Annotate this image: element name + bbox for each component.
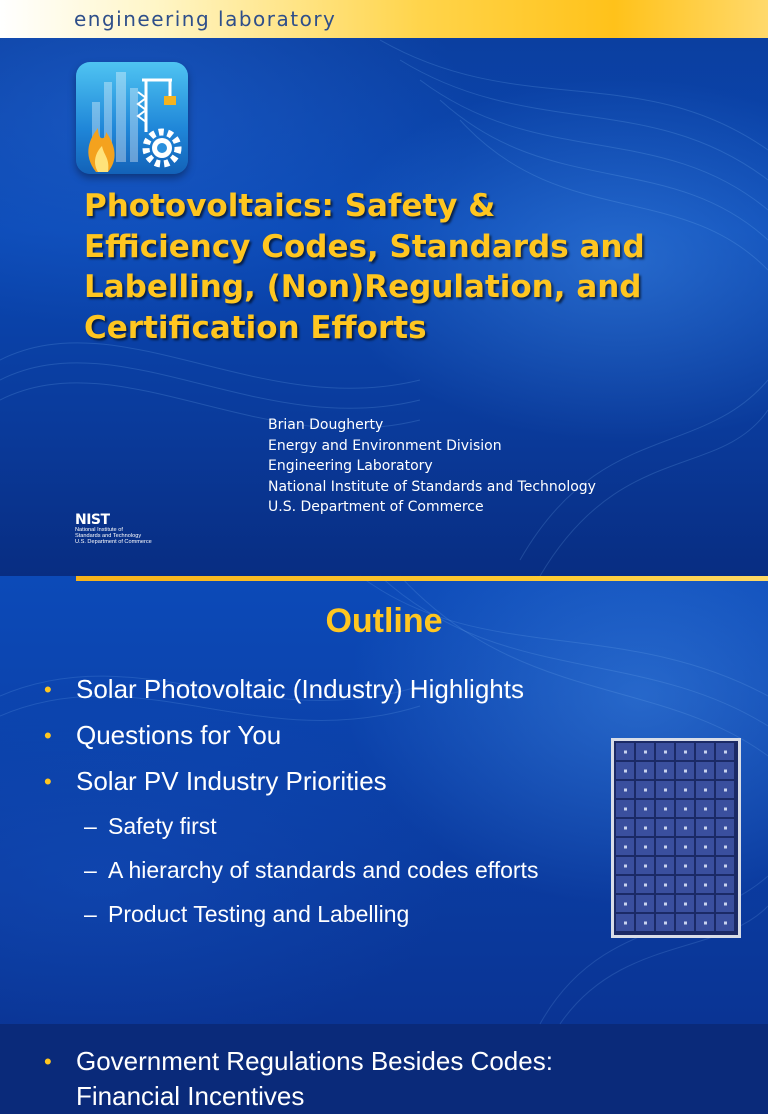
- solar-cell-contact: [704, 865, 707, 868]
- title-line: Certification Efforts: [84, 309, 427, 346]
- solar-cell-contact: [664, 903, 667, 906]
- solar-cell-contact: [624, 789, 627, 792]
- author-division: Energy and Environment Division: [268, 437, 502, 454]
- solar-cell-contact: [684, 789, 687, 792]
- solar-cell-contact: [684, 903, 687, 906]
- solar-cell-contact: [664, 846, 667, 849]
- solar-cell-contact: [644, 808, 647, 811]
- solar-cell-contact: [724, 770, 727, 773]
- solar-panel-icon: [611, 738, 741, 938]
- title-line: Labelling, (Non)Regulation, and: [84, 269, 642, 305]
- top-banner: [0, 0, 768, 38]
- solar-cell-contact: [684, 865, 687, 868]
- solar-cell-contact: [624, 808, 627, 811]
- solar-cell-contact: [724, 846, 727, 849]
- author-block: [268, 415, 728, 518]
- author-name: Brian Dougherty: [268, 417, 384, 433]
- solar-cell-contact: [664, 808, 667, 811]
- solar-cell-contact: [724, 865, 727, 868]
- list-item-line: Financial Incentives: [76, 1081, 305, 1111]
- solar-cell-contact: [704, 808, 707, 811]
- solar-cell-contact: [644, 846, 647, 849]
- solar-cell-contact: [664, 827, 667, 830]
- engineering-lab-logo-icon: [76, 62, 188, 174]
- solar-cell-contact: [684, 884, 687, 887]
- list-item: • Solar Photovoltaic (Industry) Highlights: [44, 674, 644, 705]
- sub-list-item: – Safety first: [44, 812, 644, 840]
- solar-cell-contact: [644, 751, 647, 754]
- author-institute: National Institute of Standards and Technology: [268, 478, 596, 495]
- title-line: Efficiency Codes, Standards and: [84, 228, 645, 265]
- solar-cell-contact: [684, 827, 687, 830]
- solar-cell-contact: [664, 789, 667, 792]
- solar-cell-contact: [724, 827, 727, 830]
- solar-cell-contact: [704, 770, 707, 773]
- solar-cell-contact: [704, 827, 707, 830]
- solar-cell-contact: [644, 827, 647, 830]
- solar-cell-contact: [684, 846, 687, 849]
- outline-list: [44, 674, 644, 1111]
- author-department: U.S. Department of Commerce: [268, 499, 484, 515]
- solar-cell-contact: [664, 865, 667, 868]
- nist-logo-line: Standards and Technology: [75, 533, 142, 540]
- solar-cell-contact: [704, 751, 707, 754]
- solar-cell-contact: [704, 903, 707, 906]
- solar-cell-contact: [644, 865, 647, 868]
- title-line: Photovoltaics: Safety &: [84, 188, 496, 224]
- solar-cell-contact: [644, 789, 647, 792]
- slide-title: [84, 186, 724, 348]
- solar-cell-contact: [704, 884, 707, 887]
- solar-cell-contact: [644, 884, 647, 887]
- solar-cell-contact: [724, 922, 727, 925]
- solar-cell-contact: [624, 770, 627, 773]
- solar-cell-contact: [644, 770, 647, 773]
- solar-cell-contact: [684, 922, 687, 925]
- outline-title: Outline: [325, 602, 443, 640]
- solar-cell-contact: [704, 922, 707, 925]
- list-item: [44, 1044, 716, 1114]
- solar-cell-contact: [644, 922, 647, 925]
- banner-label: engineering laboratory: [74, 7, 337, 31]
- sub-list-item: – Product Testing and Labelling: [44, 900, 644, 928]
- solar-cell-contact: [624, 865, 627, 868]
- solar-cell-contact: [664, 751, 667, 754]
- nist-logo-mark: NIST: [75, 512, 110, 528]
- solar-cell-contact: [624, 751, 627, 754]
- author-lab: Engineering Laboratory: [268, 458, 433, 474]
- solar-cell-contact: [724, 884, 727, 887]
- solar-cell-contact: [684, 808, 687, 811]
- solar-cell-contact: [664, 922, 667, 925]
- solar-cell-contact: [704, 789, 707, 792]
- solar-cell-contact: [624, 884, 627, 887]
- solar-cell-contact: [644, 903, 647, 906]
- solar-cell-contact: [724, 751, 727, 754]
- solar-cell-contact: [724, 903, 727, 906]
- solar-cell-contact: [724, 808, 727, 811]
- nist-logo-line: U.S. Department of Commerce: [75, 539, 152, 546]
- solar-cell-contact: [624, 827, 627, 830]
- solar-cell-contact: [624, 922, 627, 925]
- solar-cell-contact: [704, 846, 707, 849]
- slide-divider: [76, 576, 768, 581]
- nist-logo-line: National Institute of: [75, 527, 123, 533]
- list-item: • Questions for You: [44, 720, 644, 751]
- solar-cell-contact: [684, 751, 687, 754]
- solar-panel-image: [611, 738, 741, 943]
- solar-cell-contact: [724, 789, 727, 792]
- solar-cell-contact: [664, 770, 667, 773]
- outline-slide: [0, 576, 768, 1111]
- solar-cell-contact: [624, 903, 627, 906]
- list-item-line: • Government Regulations Besides Codes:: [76, 1046, 553, 1076]
- solar-cell-contact: [684, 770, 687, 773]
- list-item: • Solar PV Industry Priorities: [44, 766, 644, 797]
- solar-cell-contact: [624, 846, 627, 849]
- sub-list-item: – A hierarchy of standards and codes efforts: [44, 856, 644, 884]
- solar-cell-contact: [664, 884, 667, 887]
- nist-logo: [75, 513, 175, 546]
